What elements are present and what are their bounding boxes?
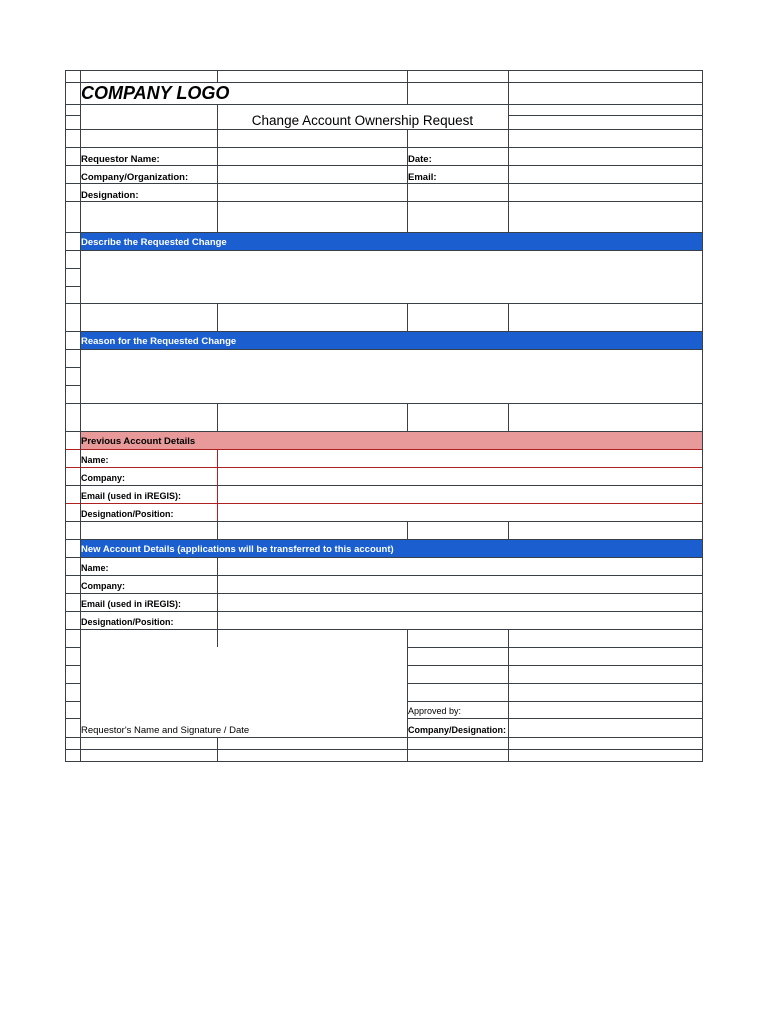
grid-line (217, 449, 218, 521)
grid-line (508, 403, 509, 431)
designation-label: Designation: (81, 190, 139, 201)
grid-line (65, 115, 80, 116)
grid-line (217, 70, 218, 82)
grid-line (65, 647, 80, 648)
grid-line (65, 665, 80, 666)
new-account-header: New Account Details (applications will be transferred to this account) (81, 544, 394, 555)
grid-line (217, 557, 218, 647)
grid-line (407, 629, 408, 762)
grid-line (508, 303, 509, 331)
grid-line (508, 629, 509, 762)
grid-line (65, 385, 80, 386)
new-designation-label: Designation/Position: (81, 617, 174, 627)
requestor-signature-label: Requestor's Name and Signature / Date (81, 725, 250, 736)
previous-email-label: Email (used in iREGIS): (81, 491, 182, 501)
requestor-name-label: Requestor Name: (81, 154, 160, 165)
grid-line (65, 575, 703, 576)
grid-line (508, 104, 509, 232)
grid-line (65, 201, 703, 202)
grid-line (65, 431, 703, 432)
grid-line (407, 70, 408, 104)
company-organization-label: Company/Organization: (81, 172, 189, 183)
grid-line (65, 737, 703, 738)
grid-line (65, 367, 80, 368)
grid-line (65, 403, 703, 404)
describe-change-header: Describe the Requested Change (81, 237, 227, 248)
new-email-label: Email (used in iREGIS): (81, 599, 182, 609)
grid-line (65, 286, 80, 287)
grid-line (65, 70, 66, 762)
new-company-label: Company: (81, 581, 126, 591)
form-title: Change Account Ownership Request (251, 113, 474, 128)
grid-line (65, 718, 80, 719)
previous-account-header: Previous Account Details (81, 436, 196, 447)
grid-line (702, 70, 703, 762)
grid-line (407, 647, 703, 648)
grid-line (65, 147, 703, 148)
grid-line (65, 761, 703, 762)
grid-line (65, 593, 703, 594)
grid-line (65, 503, 703, 504)
grid-line (407, 701, 703, 702)
grid-line (65, 183, 703, 184)
grid-line (217, 521, 218, 539)
grid-line (407, 683, 703, 684)
grid-line (65, 683, 80, 684)
grid-line (508, 521, 509, 539)
request-form-sheet (65, 70, 703, 762)
grid-line (65, 485, 703, 486)
grid-line (407, 303, 408, 331)
company-logo: COMPANY LOGO (81, 83, 230, 103)
grid-line (65, 70, 703, 71)
grid-line (217, 403, 218, 431)
grid-line (65, 539, 703, 540)
grid-line (65, 467, 703, 468)
grid-line (407, 665, 703, 666)
new-name-label: Name: (81, 563, 109, 573)
reason-change-header: Reason for the Requested Change (81, 336, 237, 347)
grid-line (65, 349, 703, 350)
grid-line (508, 115, 703, 116)
previous-name-label: Name: (81, 455, 109, 465)
grid-line (407, 718, 703, 719)
grid-line (65, 232, 703, 233)
previous-designation-label: Designation/Position: (81, 509, 174, 519)
grid-line (65, 449, 703, 450)
date-label: Date: (408, 154, 432, 165)
company-designation-label: Company/Designation: (408, 725, 507, 735)
grid-line (65, 331, 703, 332)
grid-line (65, 303, 703, 304)
grid-line (65, 701, 80, 702)
grid-line (508, 70, 509, 104)
grid-line (217, 303, 218, 331)
grid-line (407, 521, 408, 539)
grid-line (65, 629, 703, 630)
grid-line (65, 557, 703, 558)
grid-line (407, 403, 408, 431)
grid-line (65, 268, 80, 269)
grid-line (65, 129, 703, 130)
email-label: Email: (408, 172, 437, 183)
grid-line (65, 104, 703, 105)
approved-by-label: Approved by: (408, 706, 462, 716)
grid-line (65, 521, 703, 522)
grid-line (65, 250, 703, 251)
grid-line (65, 611, 703, 612)
grid-line (217, 737, 218, 762)
previous-company-label: Company: (81, 473, 126, 483)
grid-line (65, 165, 703, 166)
grid-line (65, 749, 703, 750)
